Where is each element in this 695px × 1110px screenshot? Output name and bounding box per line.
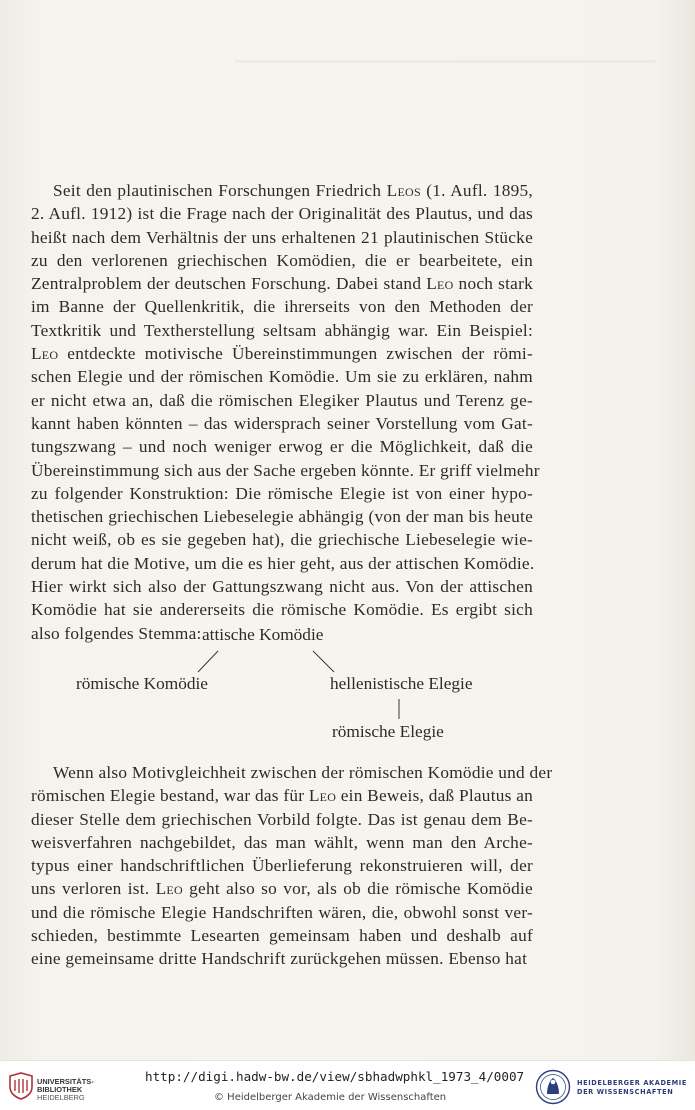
ub-logo-line3: HEIDELBERG — [37, 1093, 85, 1102]
text-run: Zentralproblem der deutschen Forschung. Dabei stand — [31, 274, 427, 294]
text-line — [31, 552, 533, 575]
paragraph-1 — [31, 179, 540, 645]
text-run: derum hat die Motive, um die es hier geht, aus der attischen Komödie. — [31, 553, 535, 573]
text-line — [31, 831, 533, 854]
text-line — [31, 598, 533, 621]
text-line — [31, 342, 533, 365]
stemma-branch-left — [198, 651, 218, 672]
text-run: 2. Aufl. 1912) ist die Frage nach der Originalität des Plautus, und das — [31, 204, 533, 224]
text-run: schieden, bestimmte Lesearten gemeinsam haben und deshalb auf — [31, 926, 533, 946]
text-line — [31, 389, 533, 412]
text-run: Textkritik und Textherstellung seltsam abhängig war. Ein Beispiel: — [31, 320, 533, 340]
text-run: uns verloren ist. — [31, 879, 156, 899]
page-smudge — [235, 60, 655, 63]
ub-logo-line2: BIBLIOTHEK — [37, 1085, 83, 1094]
text-run: weisverfahren nachgebildet, das man wählt, wenn man den Arche- — [31, 832, 533, 852]
text-run: dieser Stelle dem griechischen Vorbild folgte. Das ist genau dem Be- — [31, 809, 533, 829]
author-name-leo: Leo — [308, 786, 337, 806]
stemma-node-left: römische Komödie — [76, 674, 208, 693]
hadw-logo-text — [577, 1079, 687, 1096]
text-line — [31, 482, 533, 505]
text-line — [31, 272, 533, 295]
text-line — [31, 412, 533, 435]
ub-logo-text — [37, 1078, 94, 1102]
text-line — [31, 226, 533, 249]
text-run: Hier wirkt sich also der Gattungszwang nicht aus. Von der attischen — [31, 577, 533, 597]
text-run: heißt nach dem Verhältnis der uns erhaltenen 21 plautinischen Stücke — [31, 227, 533, 247]
text-run: schen Elegie und der römischen Komödie. Um sie zu erklären, nahm — [31, 367, 533, 387]
text-line — [31, 179, 533, 202]
copyright-text: © Heidelberger Akademie der Wissenschaften — [214, 1092, 447, 1103]
ub-logo-line1: UNIVERSITÄTS- — [37, 1077, 94, 1086]
text-run: thetischen griechischen Liebeselegie abhängig (von der man bis heute — [31, 507, 533, 527]
text-line — [31, 854, 533, 877]
text-run: im Banne der Quellenkritik, die ihrerseits von den Methoden der — [31, 297, 533, 317]
text-run: und die römische Elegie Handschriften wären, die, obwohl sonst ver- — [31, 902, 533, 922]
text-run: eine gemeinsame dritte Handschrift zurückgehen müssen. Ebenso hat — [31, 949, 528, 969]
stemma-diagram — [0, 622, 695, 747]
author-name-leo: Leos — [386, 181, 421, 200]
text-run: Seit den plautinischen Forschungen Friedrich — [53, 181, 387, 200]
hadw-logo[interactable] — [535, 1067, 690, 1105]
viewer-footer — [0, 1060, 695, 1110]
text-run: er nicht etwa an, daß die römischen Elegiker Plautus und Terenz ge- — [31, 390, 533, 410]
stemma-node-right: hellenistische Elegie — [330, 674, 473, 693]
text-line — [31, 808, 533, 831]
hadw-logo-line1: HEIDELBERGER AKADEMIE — [577, 1079, 687, 1087]
text-run: noch stark — [453, 274, 533, 294]
text-line — [31, 947, 533, 970]
text-line — [31, 202, 533, 225]
text-line — [31, 435, 533, 458]
text-run: kannt haben könnten – das widersprach seiner Vorstellung vom Gat- — [31, 413, 533, 433]
text-line — [31, 924, 533, 947]
stemma-node-top: attische Komödie — [202, 625, 324, 644]
text-run: tungszwang – und noch weniger erwog er die Möglichkeit, daß die — [31, 437, 533, 457]
text-line — [31, 877, 533, 900]
text-run: zu folgender Konstruktion: Die römische Elegie ist von einer hypo- — [31, 483, 533, 503]
text-run: Übereinstimmung sich aus der Sache ergeben könnte. Er griff vielmehr — [31, 460, 540, 480]
stemma-node-bottom: römische Elegie — [332, 722, 444, 741]
author-name-leo: Leo — [155, 879, 183, 899]
ub-shield-icon — [7, 1072, 35, 1100]
text-run: typus einer handschriftlichen Überlieferung rekonstruieren will, der — [31, 856, 533, 876]
text-line — [31, 784, 533, 807]
text-run: also folgendes Stemma: — [31, 623, 202, 643]
text-line — [31, 528, 533, 551]
text-run: geht also so vor, als ob die römische Komödie — [182, 879, 533, 899]
text-run: zu den verlorenen griechischen Komödien, die er bearbeitete, ein — [31, 250, 533, 270]
text-run: Wenn also Motivgleichheit zwischen der römischen Komödie und der — [53, 763, 553, 782]
text-line — [31, 319, 533, 342]
stemma-branch-right — [313, 651, 334, 672]
text-line — [31, 575, 533, 598]
hadw-seal-icon — [535, 1069, 571, 1105]
paragraph-2 — [31, 761, 553, 971]
text-line — [31, 295, 533, 318]
text-line — [31, 901, 533, 924]
ub-heidelberg-logo[interactable] — [7, 1068, 117, 1102]
text-run: (1. Aufl. 1895, — [420, 181, 533, 200]
text-run: römischen Elegie bestand, war das für — [31, 786, 309, 806]
text-line — [31, 505, 533, 528]
text-line — [31, 459, 540, 482]
text-line — [31, 365, 533, 388]
text-line — [31, 249, 533, 272]
author-name-leo: Leo — [31, 344, 59, 364]
text-run: entdeckte motivische Übereinstimmungen zwischen der römi- — [58, 344, 533, 364]
hadw-logo-line2: DER WISSENSCHAFTEN — [577, 1087, 674, 1096]
permalink-url[interactable]: http://digi.hadw-bw.de/view/sbhadwphkl_1973_4/0007 — [145, 1069, 525, 1084]
text-run: nicht weiß, ob es sie gegeben hat), die griechische Liebeselegie wie- — [31, 530, 533, 550]
text-line — [31, 761, 553, 784]
text-run: ein Beweis, daß Plautus an — [336, 786, 534, 806]
author-name-leo: Leo — [426, 274, 454, 294]
text-run: Komödie hat sie andererseits die römische Komödie. Es ergibt sich — [31, 600, 533, 620]
